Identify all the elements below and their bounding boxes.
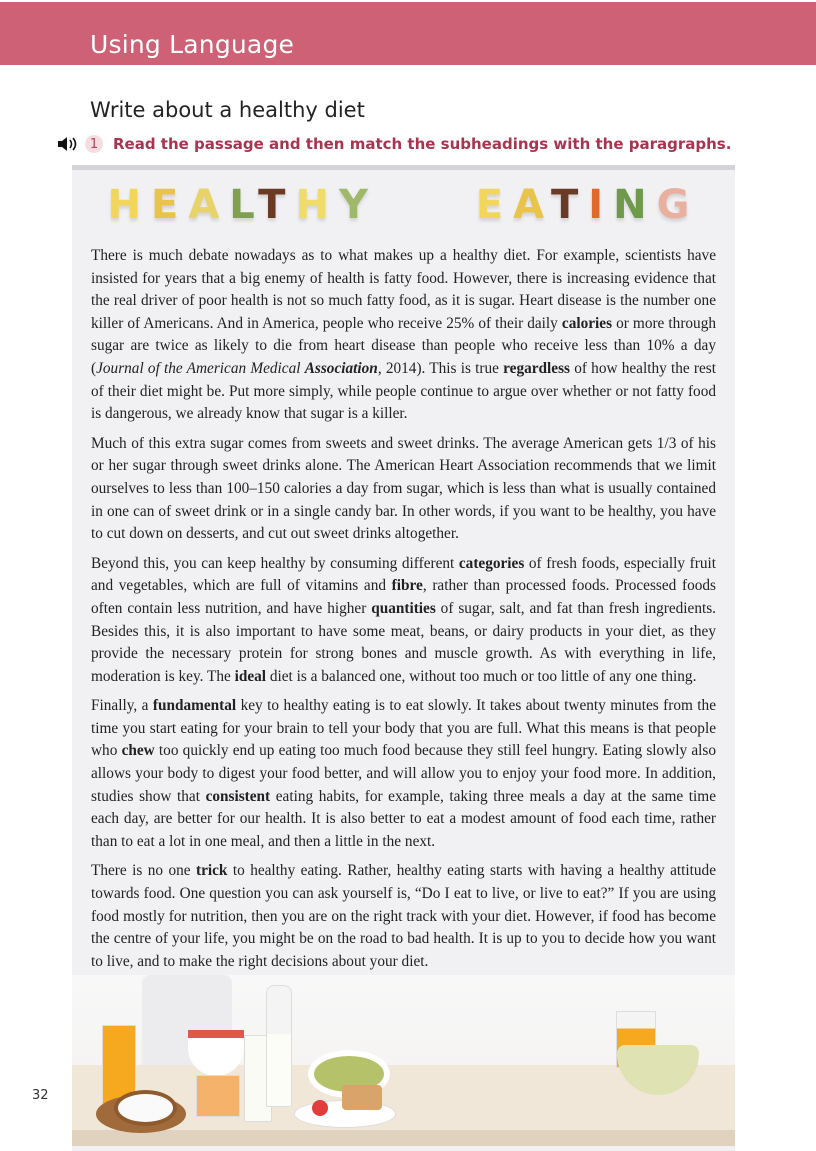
key-word: ideal [234,667,267,685]
key-word: chew [121,742,155,760]
title-art-letter: I [588,182,614,228]
text-segment: There is much debate nowadays as to what makes up a healthy diet. For example, scientists have insisted for years that a big enemy of health is fatty food. However, there is increasing evidence that the real driver of poor health is not so much fatty food, as it is sugar. Heart disease is the number one killer of Americans. And in America, people who receive 25% of their daily [91,247,716,332]
title-art-letter: T [258,182,296,228]
text-segment: Journal of the American Medical [96,359,305,377]
title-art-letter: E [475,182,514,228]
instruction-text: Read the passage and then match the subheadings with the paragraphs. [113,135,732,153]
key-word: regardless [503,359,570,377]
healthy-eating-title-art [72,182,735,228]
speaker-icon[interactable] [57,135,79,153]
text-segment: , 2014). This is true [377,359,504,377]
key-word: consistent [205,787,271,805]
text-segment: too quickly end up eating too much food because they still feel hungry. Eating slowly also allows your body to digest your food better, and will allow you to enjoy your food more. In addition, studies show that [91,742,716,805]
text-segment: of fresh foods, especially fruit and vegetables, which are full of vitamins and [91,554,716,595]
paragraph-2 [91,433,716,546]
paragraph-5 [91,860,716,973]
text-segment: Finally, a [91,697,153,715]
key-word: fibre [391,577,423,595]
title-art-letter: A [513,182,551,228]
text-segment: key to healthy eating is to eat slowly. It takes about twenty minutes from the time you start eating for your brain to tell your body that you are full. What this means is that people who [91,697,716,760]
exercise-number: 1 [85,135,103,153]
key-word: fundamental [152,697,237,715]
text-segment: Beyond this, you can keep healthy by consuming different [91,554,459,572]
title-art-letter: L [229,182,259,228]
text-segment: of how healthy the rest of their diet might be. Put more simply, while people continue to argue over whether or not fatty food is dangerous, we already know that sugar is a killer. [91,359,716,423]
text-segment: Much of this extra sugar comes from sweets and sweet drinks. The average American gets 1/3 of his or her sugar through sweet drinks alone. The American Heart Association recommends that we limit ourselves to less than 100–150 calories a day from sugar, which is less than what is usually contained in one can of sweet drink or in a single candy bar. In other words, if you want to be healthy, you have to cut down on desserts, and cut out sweet drinks altogether. [91,434,716,543]
section-header-band [0,2,816,65]
title-art-letter: T [550,182,589,228]
title-art-letter: Y [338,182,378,228]
page-number: 32 [32,1088,49,1103]
key-word: categories [458,554,525,572]
key-word: Association [304,359,378,377]
text-segment: or more through sugar are twice as likely to die from heart disease than people who receive less than 10% a day ( [91,314,717,377]
text-segment: of sugar, salt, and fat than fresh ingredients. Besides this, it is also important to have some meat, beans, or dairy products in your diet, as they provide the necessary protein for strong bones and muscle growth. As with everything in life, moderation is key. The [91,599,716,685]
title-art-letter: H [107,182,151,228]
text-segment: eating habits, for example, taking three meals a day at the same time each day, are better for our health. It is also better to eat a modest amount of food each time, rather than to eat a lot in one meal, and then a little in the next. [91,787,716,850]
title-art-letter: G [656,182,700,228]
paragraph-4 [91,695,716,853]
reading-passage [91,245,716,980]
title-art-letter: A [188,182,230,228]
text-segment: There is no one [91,862,196,880]
instruction [57,135,731,153]
page-heading: Write about a healthy diet [90,98,365,122]
yogurt-cup [196,1075,240,1117]
text-segment: to healthy eating. Rather, healthy eating starts with having a healthy attitude towards food. One question you can ask yourself is, “Do I eat to live, or live to eat?” If you are using food mostly for nutrition, then you are on the right track with your diet. However, if food has become the centre of your life, you might be on the road to bad health. It is up to you to decide how you want to live, and to make the right decisions about your diet. [91,862,716,970]
paragraph-3 [91,553,716,689]
key-word: calories [561,314,613,332]
text-segment: diet is a balanced one, without too much or too little of any one thing. [266,667,697,685]
breakfast-table-photo [72,975,735,1146]
paragraph-1 [91,245,716,426]
title-art-letter: H [295,182,339,228]
title-art-word-healthy [108,182,378,228]
title-art-letter: E [150,182,189,228]
key-word: trick [196,862,228,880]
milk-bottle [266,985,292,1107]
title-art-word-eating [476,182,700,228]
title-art-letter: N [613,182,657,228]
section-title: Using Language [90,30,295,59]
key-word: quantities [371,599,436,617]
text-segment: , rather than processed foods. Processed foods often contain less nutrition, and have higher [91,577,716,617]
